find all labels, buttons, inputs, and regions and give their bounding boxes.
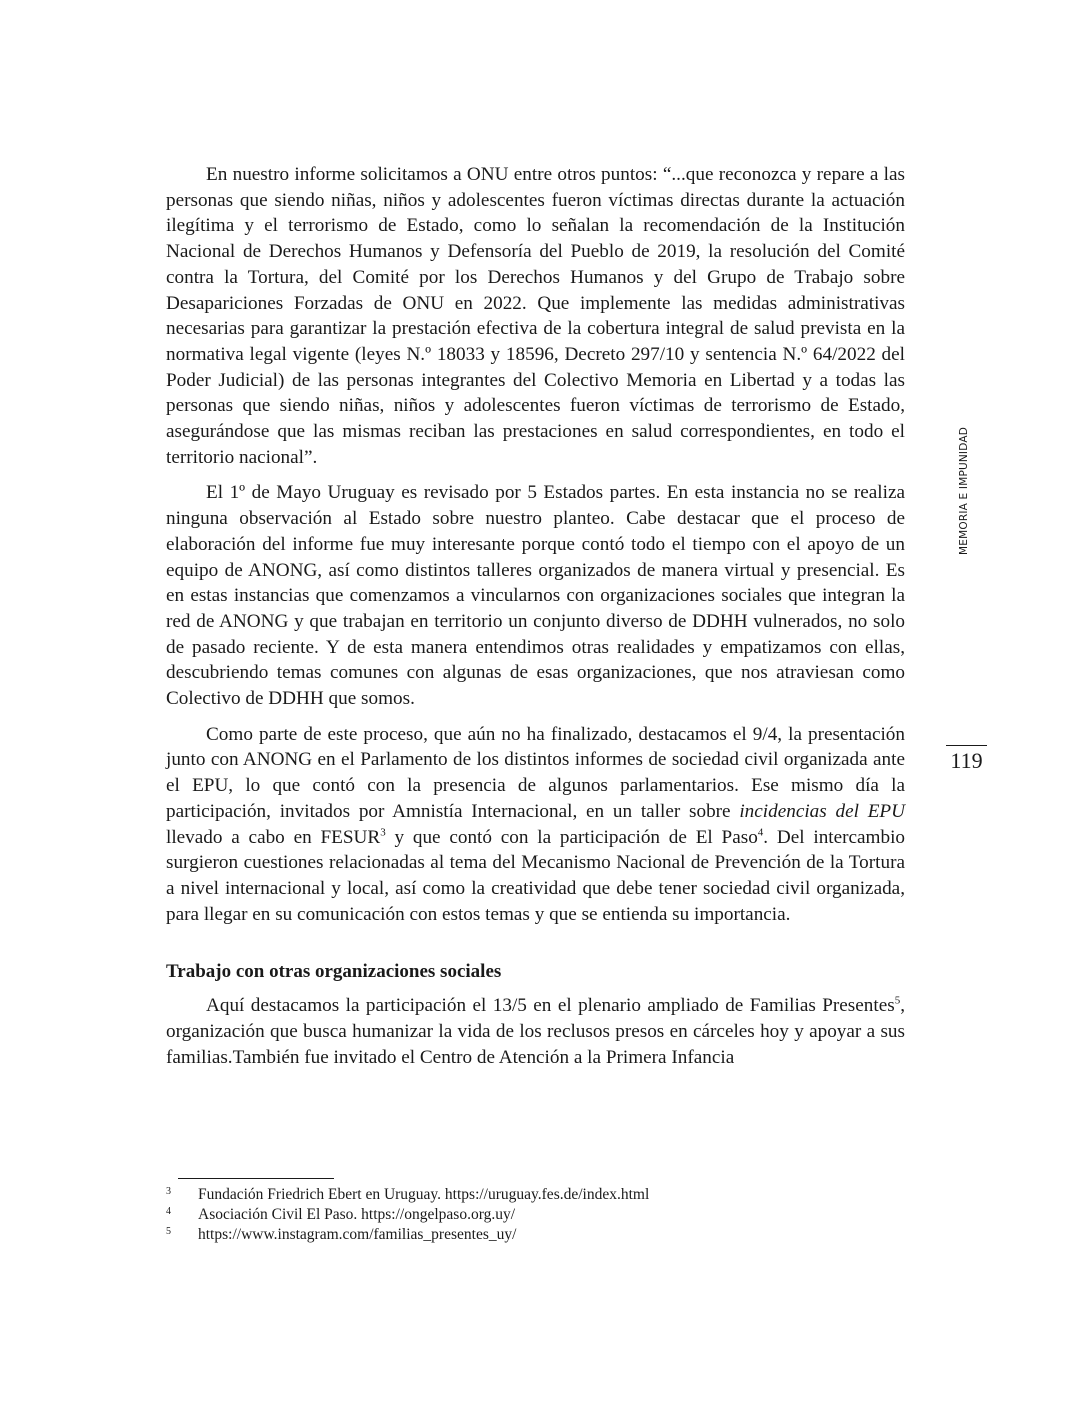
paragraph-1: En nuestro informe solicitamos a ONU entre otros puntos: “...que reconozca y repare a las personas que siendo niñas, niños y adolescentes fueron víctimas directas durante la actuación ilegítima y el terrorismo de Estado, como lo señalan la recomendación de la Institución Nacional de Derechos Humanos y Defensoría del Pueblo de 2019, la resolución del Comité contra la Tortura, del Comité por los Derechos Humanos y del Grupo de Trabajo sobre Desapariciones Forzadas de ONU en 2022. Que implemente las medidas administrativas necesarias para garantizar la prestación efectiva de la cobertura integral de salud prevista en la normativa legal vigente (leyes N.º 18033 y 18596, Decreto 297/10 y sentencia N.º 64/2022 del Poder Judicial) de las personas integrantes del Colectivo Memoria en Libertad y a todas las personas que siendo niñas, niños y adolescentes fueron víctimas de terrorismo de Estado, asegurándose que las mismas reciban las prestaciones en salud correspondientes, en todo el territorio nacional”.	[166, 164, 905, 468]
page-number-rule	[946, 745, 987, 746]
paragraph-3-text-b: llevado a cabo en FESUR	[166, 826, 381, 848]
paragraph-3-text-d: . Del intercambio surgieron cuestiones relacionadas al tema del Mecanismo Nacional de Prevención de la Tortura a nivel internacional y local, así como la creatividad que debe tener sociedad civil organizada, para llegar en su comunicación con estos temas y que se entienda su importancia.	[166, 826, 906, 925]
paragraph-4	[166, 993, 905, 1070]
page-number: 119	[950, 748, 983, 773]
footnote-3	[166, 1185, 905, 1205]
footnote-text[interactable]: Asociación Civil El Paso. https://ongelpaso.org.uy/	[198, 1206, 516, 1223]
footnote-5	[166, 1225, 905, 1245]
paragraph-3-text-c: y que contó con la participación de El Paso	[385, 826, 758, 848]
footnote-4	[166, 1205, 905, 1225]
footnote-number: 4	[166, 1206, 171, 1217]
italic-term: incidencias del EPU	[739, 800, 905, 822]
footnote-divider	[178, 1178, 334, 1179]
footnote-number: 3	[166, 1186, 171, 1197]
footnotes	[166, 1178, 905, 1245]
footnote-ref-4[interactable]: 4	[757, 826, 764, 839]
footnote-ref-5[interactable]: 5	[894, 995, 901, 1007]
footnote-ref-3[interactable]: 3	[380, 826, 386, 839]
section-title-text: MEMORIA E IMPUNIDAD	[958, 427, 970, 555]
footnote-text[interactable]: https://www.instagram.com/familias_presentes_uy/	[198, 1226, 517, 1243]
paragraph-3-text-a: Como parte de este proceso, que aún no ha finalizado, destacamos el 9/4, la presentación junto con ANONG en el Parlamento de los distintos informes de sociedad civil organizada ante el EPU, lo que contó con la presencia de algunos parlamentarios. Ese mismo día la participación, invitados por Amnistía Internacional, en un taller sobre	[166, 723, 905, 822]
paragraph-2: El 1º de Mayo Uruguay es revisado por 5 Estados partes. En esta instancia no se realiza ninguna observación al Estado sobre nuestro planteo. Cabe destacar que el proceso de elaboración del informe fue muy interesante porque contó todo el tiempo con el apoyo de un equipo de ANONG, así como distintos talleres organizados de manera virtual y presencial. Es en estas instancias que comenzamos a vincularnos con organizaciones sociales que integran la red de ANONG y que trabajan en territorio un conjunto diverso de DDHH vulnerados, no solo de pasado reciente. Y de esta manera entendimos otras realidades y empatizamos con ellas, descubriendo temas comunes con algunas de esas organizaciones, que nos atraviesan como Colectivo de DDHH que somos.	[166, 482, 905, 710]
paragraph-4-text-a: Aquí destacamos la participación el 13/5 en el plenario ampliado de Familias Presentes	[206, 995, 895, 1017]
running-section-title	[958, 418, 970, 564]
section-heading: Trabajo con otras organizaciones sociales	[166, 961, 502, 983]
footnote-text[interactable]: Fundación Friedrich Ebert en Uruguay. https://uruguay.fes.de/index.html	[198, 1186, 650, 1203]
paragraph-4-text-b: , organización que busca humanizar la vida de los reclusos presos en cárceles hoy y apoyar a sus familias.También fue invitado el Centro de Atención a la Primera Infancia	[166, 995, 905, 1068]
main-text	[166, 162, 905, 1081]
paragraph-3	[166, 722, 905, 928]
footnote-number: 5	[166, 1226, 171, 1237]
